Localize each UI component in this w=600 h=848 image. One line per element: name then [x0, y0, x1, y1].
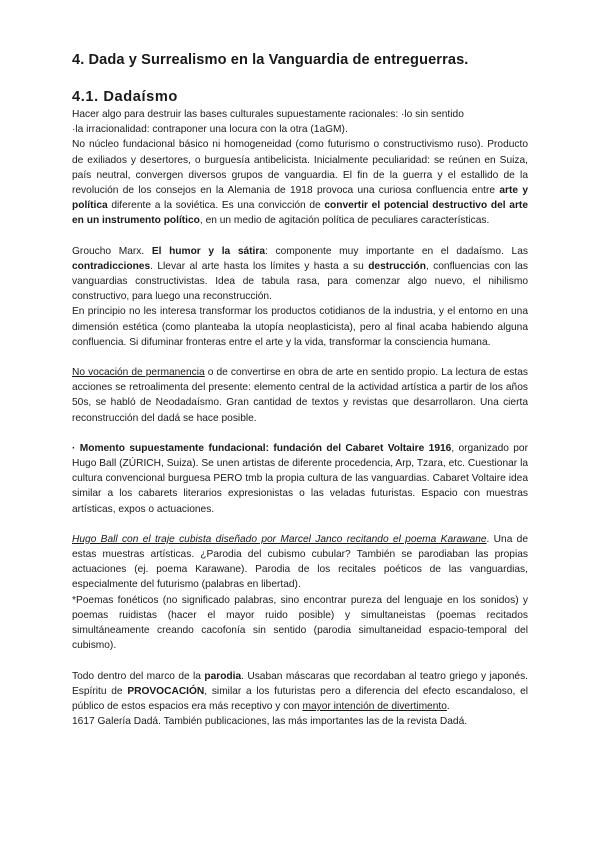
paragraph-permanence: No vocación de permanencia o de convertirse en obra de arte en sentido propio. La lectura de estas acciones se retroalimenta del presente: elemento central de la actividad artística a partir de los años 50s, se habló de Neodadaísmo. Gran cantidad de textos y revistas que desarrollaron. Una cierta reconstrucción del dadá se hace posible. — [72, 367, 528, 424]
paragraph-galeria-dada: 1617 Galería Dadá. También publicaciones, las más importantes las de la revista Dadá. — [72, 716, 468, 728]
intro-line-1: Hacer algo para destruir las bases culturales supuestamente racionales: ·lo sin sentido — [72, 109, 464, 120]
section-title: 4.1. Dadaísmo — [72, 89, 178, 105]
intro-line-2: ·la irracionalidad: contraponer una locura con la otra (1aGM). — [72, 124, 348, 136]
paragraph-parody: Todo dentro del marco de la parodia. Usaban máscaras que recordaban al teatro griego y japonés. Espíritu de PROVOCACIÓN, similar a los futuristas pero a diferencia del efecto escandaloso, el público de estos espacios era más receptivo y con mayor intención de divertimento. — [72, 670, 528, 712]
paragraph-cabaret-voltaire: · Momento supuestamente fundacional: fundación del Cabaret Voltaire 1916, organizado por Hugo Ball (ZÚRICH, Suiza). Se unen artistas de diferente procedencia, Arp, Tzara, etc. Cuestionar la cultura convencional burguesa PERO tmb la propia cultura de las vanguardias. Cabaret Voltaire idea similar a los cabarets literarios expresionistas o las veladas futuristas. Espacio con muestras artísticas, expos o actuaciones. — [72, 442, 528, 515]
paragraph-phonetic-poems: *Poemas fonéticos (no significado palabras, sino encontrar pureza del lenguaje en los sonidos) y poemas ruidistas (hacer el mayor ruido posible) y simultaneistas (poemas recitados simultáneamente creando cacofonía sin sentido (parodia simultaneidad espacio-temporal del cubismo). — [72, 594, 528, 652]
page-title: 4. Dada y Surrealismo en la Vanguardia de entreguerras. — [72, 52, 469, 68]
paragraph-hugo-ball: Hugo Ball con el traje cubista diseñado por Marcel Janco recitando el poema Karawane. Una de estas muestras artísticas. ¿Parodia del cubismo cubular? También se parodiaban las propias actuaciones (ej. poema Karawane). Parodia de los recitales poéticos de las vanguardias, especialmente del futurismo (palabras en libertad). — [72, 533, 529, 591]
paragraph-origins: No núcleo fundacional básico ni homogeneidad (como futurismo o constructivismo ruso). Producto de exiliados y desertores, o burguesía antibelicista. Inicialmente peculiaridad: se reúnen en Suiza, país neutral, convergen diversos grupos de vanguardia. El fin de la guerra y el estallido de la revolución de los consejos en la Alemania de 1918 provoca una curiosa confluencia entre arte y política diferente a la soviética. Es una convicción de convertir el potencial destructivo del arte en un instrumento político, en un medio de agitación política de peculiares características. — [72, 139, 528, 227]
paragraph-industry: En principio no les interesa transformar los productos cotidianos de la industria, y el entorno en una dimensión estética (como planteaba la utopía neoplasticista), pero al final acaba habiendo alguna confluencia. Si difuminar fronteras entre el arte y la vida, transformar la consciencia humana. — [72, 306, 528, 348]
paragraph-humor: Groucho Marx. El humor y la sátira: componente muy importante en el dadaísmo. Las contradicciones. Llevar al arte hasta los límites y hasta a su destrucción, confluencias con las vanguardias constructivistas. Idea de tabula rasa, para comenzar algo nuevo, el nihilismo constructivo, para luego una reconstrucción. — [72, 245, 529, 303]
document-page — [72, 52, 528, 729]
